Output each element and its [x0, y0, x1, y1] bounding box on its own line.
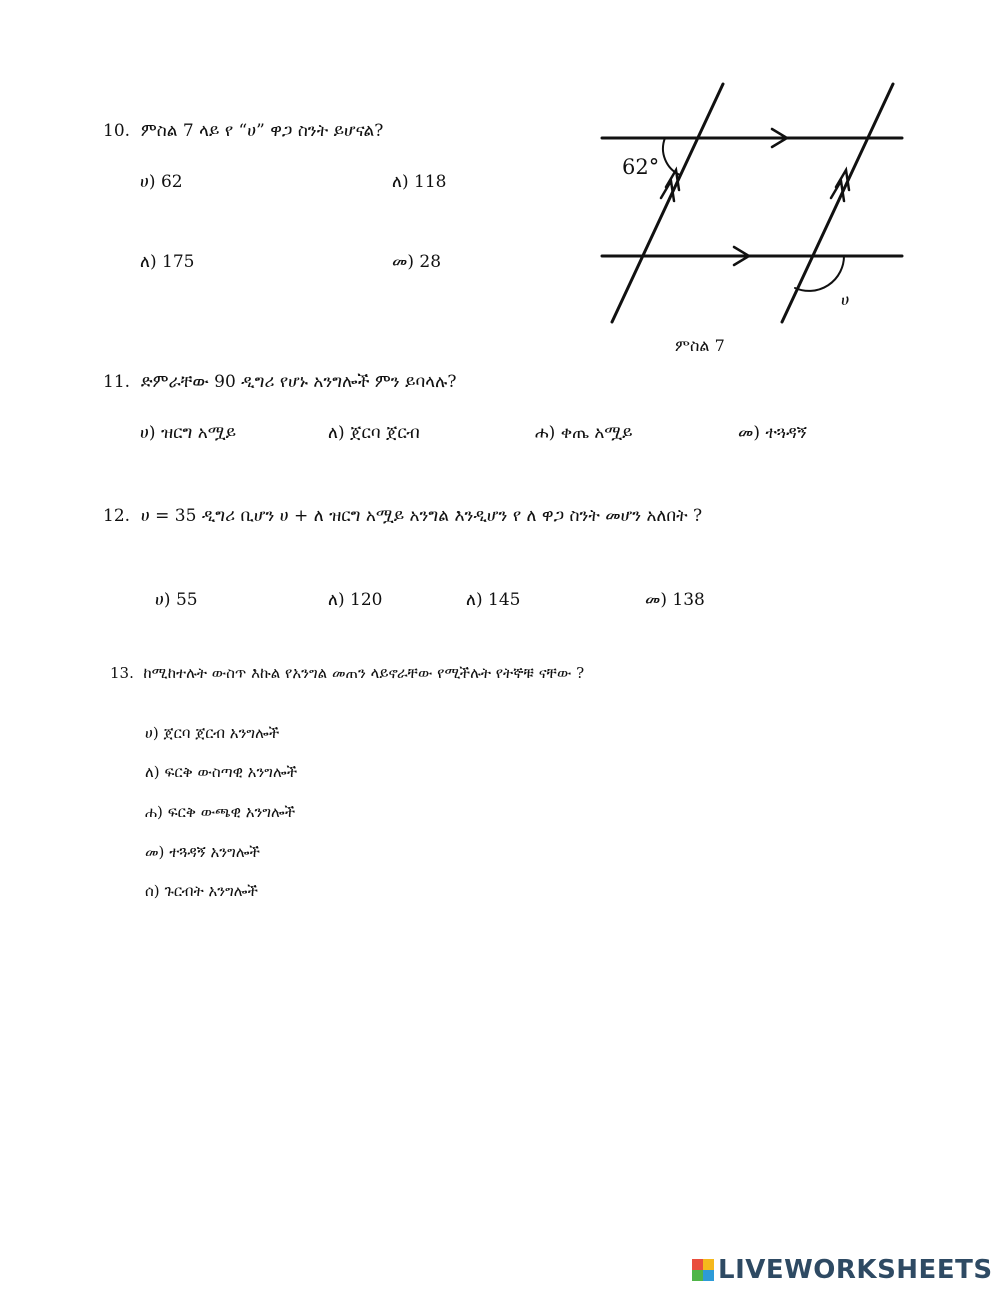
option-letter: ሀ): [140, 172, 156, 192]
option-letter: መ): [738, 423, 761, 443]
option-13-d[interactable]: [145, 843, 260, 861]
question-text: ድምራቸው 90 ዲግሪ የሆኑ አንግሎች ምን ይባላሉ?: [140, 372, 457, 392]
question-number: 11.: [103, 372, 131, 392]
question-number: 13.: [110, 664, 134, 682]
option-12-a[interactable]: [155, 590, 198, 610]
angle-label-62: 62°: [622, 155, 660, 179]
option-text: 28: [419, 252, 442, 272]
option-text: 62: [160, 172, 183, 192]
option-letter: መ): [145, 843, 165, 861]
question-text: ሀ = 35 ዲግሪ ቢሆን ሀ + ለ ዝርግ አሟይ አንግል እንዲሆን የ ለ ዋጋ ስንት መሆን አለበት ?: [140, 506, 703, 526]
angle-arc-62: [663, 138, 680, 175]
option-12-d[interactable]: [645, 590, 705, 610]
option-text: ፍርቅ ውስጣዊ አንግሎች: [164, 763, 298, 781]
question-11: [103, 372, 456, 392]
option-text: ቀጤ አሟይ: [560, 423, 633, 443]
option-12-c[interactable]: [466, 590, 520, 610]
option-letter: ሀ): [140, 423, 156, 443]
option-text: ተጓዳኝ አንግሎች: [169, 843, 261, 861]
option-letter: ሀ): [155, 590, 171, 610]
badge-cell: [703, 1259, 714, 1270]
option-letter: መ): [645, 590, 668, 610]
badge-cell: [692, 1259, 703, 1270]
question-number: 12.: [103, 506, 131, 526]
question-number: 10.: [103, 121, 131, 141]
option-11-c[interactable]: [535, 423, 633, 443]
option-10-b[interactable]: [392, 172, 446, 192]
option-13-c[interactable]: [145, 803, 295, 821]
option-text: 138: [672, 590, 705, 610]
option-12-b[interactable]: [328, 590, 382, 610]
option-10-a[interactable]: [140, 172, 183, 192]
option-text: 118: [414, 172, 447, 192]
transversal-right: [782, 84, 893, 322]
option-letter: ለ): [466, 590, 483, 610]
angle-label-u: ሀ: [841, 290, 850, 309]
question-text: ከሚከተሉት ውስጥ እኩል የአንግል መጠን ላይኖራቸው የሚችሉት የትኞቹ ናቸው ?: [143, 664, 585, 682]
question-12: [103, 506, 702, 526]
option-text: ጀርባ ጀርብ አንግሎች: [163, 724, 280, 742]
option-text: ጉርብት አንግሎች: [164, 882, 258, 900]
option-text: 175: [162, 252, 195, 272]
option-10-d[interactable]: [392, 252, 441, 272]
transversal-left: [612, 84, 723, 322]
question-text: ምስል 7 ላይ የ “ሀ” ዋጋ ስንት ይሆናል?: [140, 121, 384, 141]
option-letter: ለ): [328, 423, 345, 443]
option-10-c[interactable]: [140, 252, 194, 272]
option-letter: ሰ): [145, 882, 160, 900]
option-13-b[interactable]: [145, 763, 297, 781]
liveworksheets-logo[interactable]: [692, 1254, 993, 1286]
angle-arc-u: [795, 256, 844, 291]
option-text: ተጓዳኝ: [765, 423, 807, 443]
option-text: 55: [175, 590, 198, 610]
option-11-d[interactable]: [738, 423, 807, 443]
option-text: ዝርግ አሟይ: [160, 423, 237, 443]
option-letter: ሐ): [535, 423, 556, 443]
option-11-b[interactable]: [328, 423, 420, 443]
option-13-e[interactable]: [145, 882, 258, 900]
option-text: ፍርቅ ውጫዊ አንግሎች: [167, 803, 296, 821]
option-letter: ለ): [328, 590, 345, 610]
option-letter: ለ): [392, 172, 409, 192]
option-letter: ሐ): [145, 803, 163, 821]
badge-cell: [692, 1270, 703, 1281]
option-text: ጀርባ ጀርብ: [350, 423, 420, 443]
option-11-a[interactable]: [140, 423, 236, 443]
option-letter: ሀ): [145, 724, 159, 742]
option-letter: መ): [392, 252, 415, 272]
logo-badge-icon: [692, 1259, 714, 1281]
option-text: 120: [350, 590, 383, 610]
option-letter: ለ): [140, 252, 157, 272]
option-13-a[interactable]: [145, 724, 279, 742]
figure-caption: ምስል 7: [675, 336, 725, 355]
option-text: 145: [488, 590, 521, 610]
figure-7-diagram: [590, 72, 910, 334]
badge-cell: [703, 1270, 714, 1281]
question-10: [103, 121, 383, 141]
logo-brand-text: LIVEWORKSHEETS: [718, 1255, 993, 1285]
option-letter: ለ): [145, 763, 160, 781]
question-13: [110, 664, 584, 682]
